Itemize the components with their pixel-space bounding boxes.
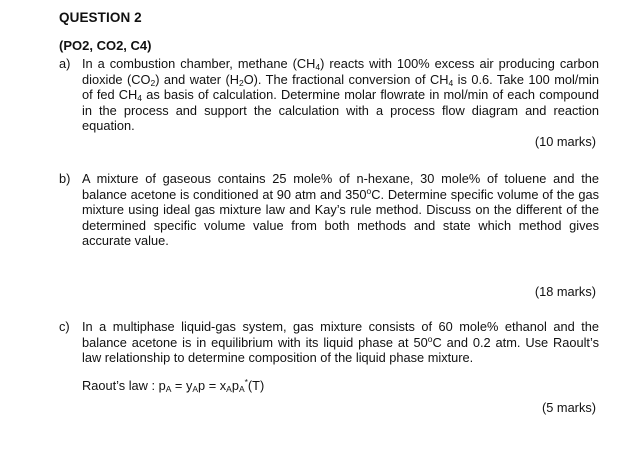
part-a-text: In a combustion chamber, methane $(CH_4)$ reacts with 100% excess air producing carbon dioxide $(CO_2)$ and water $(H_2O)$. The fractional conversion of $CH_4$ is 0.6. Take 100 mol/min of fed $CH_4$ as basis of calculation. Determine molar flowrate in mol/min of each compound in the process and support the calculation with a process flow diagram and reaction equation. bbox=[82, 56, 599, 134]
part-label: c) bbox=[59, 319, 70, 334]
part-b-text: A mixture of gaseous contains 25 mole% of n-hexane, 30 mole% of toluene and the balance acetone is conditioned at 90 atm and 350$^o$C. Determine specific volume of the gas mixture using ideal gas mixture law and Kay’s rule method. Discuss on the different of the determined specific volume value from both methods and state which method gives accurate value. bbox=[82, 171, 599, 249]
part-label: a) bbox=[59, 56, 71, 71]
part-label: b) bbox=[59, 171, 71, 186]
part-a-marks: (10 marks) bbox=[534, 134, 596, 149]
question-part-a bbox=[59, 56, 599, 134]
course-outcomes: (PO2, CO2, C4) bbox=[59, 38, 152, 53]
question-title: QUESTION 2 bbox=[59, 10, 142, 25]
part-c-text: In a multiphase liquid-gas system, gas mixture consists of 60 mole% ethanol and the balance acetone is in equilibrium with its liquid phase at 50$^o$C and 0.2 atm. Use Raoult’s law relationship to determine composition of the liquid phase mixture. bbox=[82, 319, 599, 366]
question-part-c bbox=[59, 319, 599, 366]
question-part-b bbox=[59, 171, 599, 249]
part-c-marks: (5 marks) bbox=[541, 400, 596, 415]
raoults-law-equation: Raout’s law : $p_A = y_Ap = x_Ap_A^*(T)$ bbox=[82, 377, 265, 394]
part-b-marks: (18 marks) bbox=[534, 284, 596, 299]
